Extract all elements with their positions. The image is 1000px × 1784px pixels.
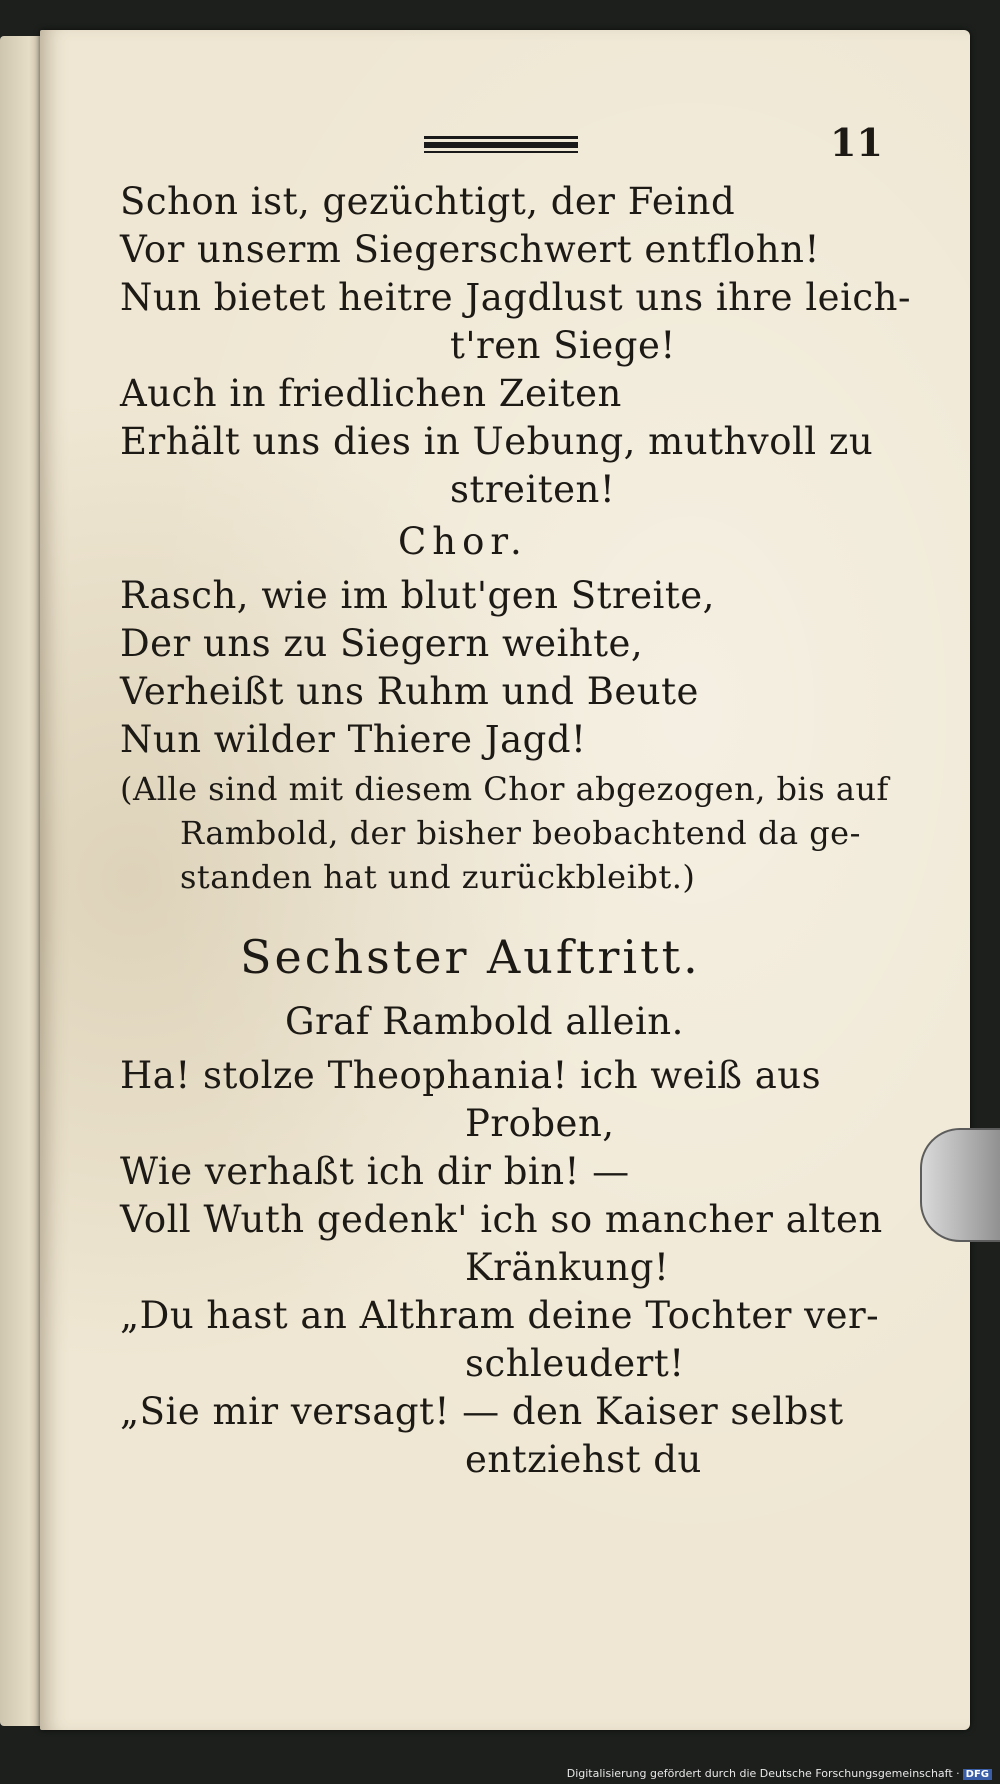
stage-direction: standen hat und zurückbleibt.) bbox=[180, 858, 696, 896]
verse-line: „Sie mir versagt! — den Kaiser selbst bbox=[120, 1390, 844, 1433]
speaker-heading-chor: Chor. bbox=[398, 520, 528, 563]
character-heading: Graf Rambold allein. bbox=[285, 1000, 684, 1043]
verse-line: Vor unserm Siegerschwert entflohn! bbox=[120, 228, 820, 271]
verse-line-continuation: t'ren Siege! bbox=[450, 324, 676, 367]
verse-line: Verheißt uns Ruhm und Beute bbox=[120, 670, 699, 713]
verse-line: Ha! stolze Theophania! ich weiß aus bbox=[120, 1054, 822, 1097]
verse-line: Voll Wuth gedenk' ich so mancher alten bbox=[120, 1198, 883, 1241]
verse-line-continuation: entziehst du bbox=[465, 1438, 702, 1481]
verse-line-continuation: schleudert! bbox=[465, 1342, 685, 1385]
dfg-logo: DFG bbox=[963, 1769, 992, 1780]
verse-line: Erhält uns dies in Uebung, muthvoll zu bbox=[120, 420, 874, 463]
book-page bbox=[40, 30, 970, 1730]
digitization-credit bbox=[567, 1767, 992, 1780]
stage-direction: (Alle sind mit diesem Chor abgezogen, bis auf bbox=[120, 770, 889, 808]
verse-line: Rasch, wie im blut'gen Streite, bbox=[120, 574, 715, 617]
verse-line: Nun wilder Thiere Jagd! bbox=[120, 718, 587, 761]
verse-line: Wie verhaßt ich dir bin! — bbox=[120, 1150, 630, 1193]
header-ornament-rule bbox=[424, 136, 578, 153]
stage-direction: Rambold, der bisher beobachtend da ge- bbox=[180, 814, 861, 852]
verse-line: Nun bietet heitre Jagdlust uns ihre leich- bbox=[120, 276, 911, 319]
credit-text: Digitalisierung gefördert durch die Deutsche Forschungsgemeinschaft · bbox=[566, 1767, 960, 1780]
verse-line-continuation: Proben, bbox=[465, 1102, 615, 1145]
verse-line: Der uns zu Siegern weihte, bbox=[120, 622, 644, 665]
verse-line: Schon ist, gezüchtigt, der Feind bbox=[120, 180, 736, 223]
page-clip-tab bbox=[920, 1128, 1000, 1242]
scene-heading: Sechster Auftritt. bbox=[240, 930, 701, 984]
verse-line-continuation: streiten! bbox=[450, 468, 616, 511]
verse-line-continuation: Kränkung! bbox=[465, 1246, 670, 1289]
verse-line: „Du hast an Althram deine Tochter ver- bbox=[120, 1294, 880, 1337]
verse-line: Auch in friedlichen Zeiten bbox=[120, 372, 622, 415]
page-number: 11 bbox=[830, 120, 883, 165]
